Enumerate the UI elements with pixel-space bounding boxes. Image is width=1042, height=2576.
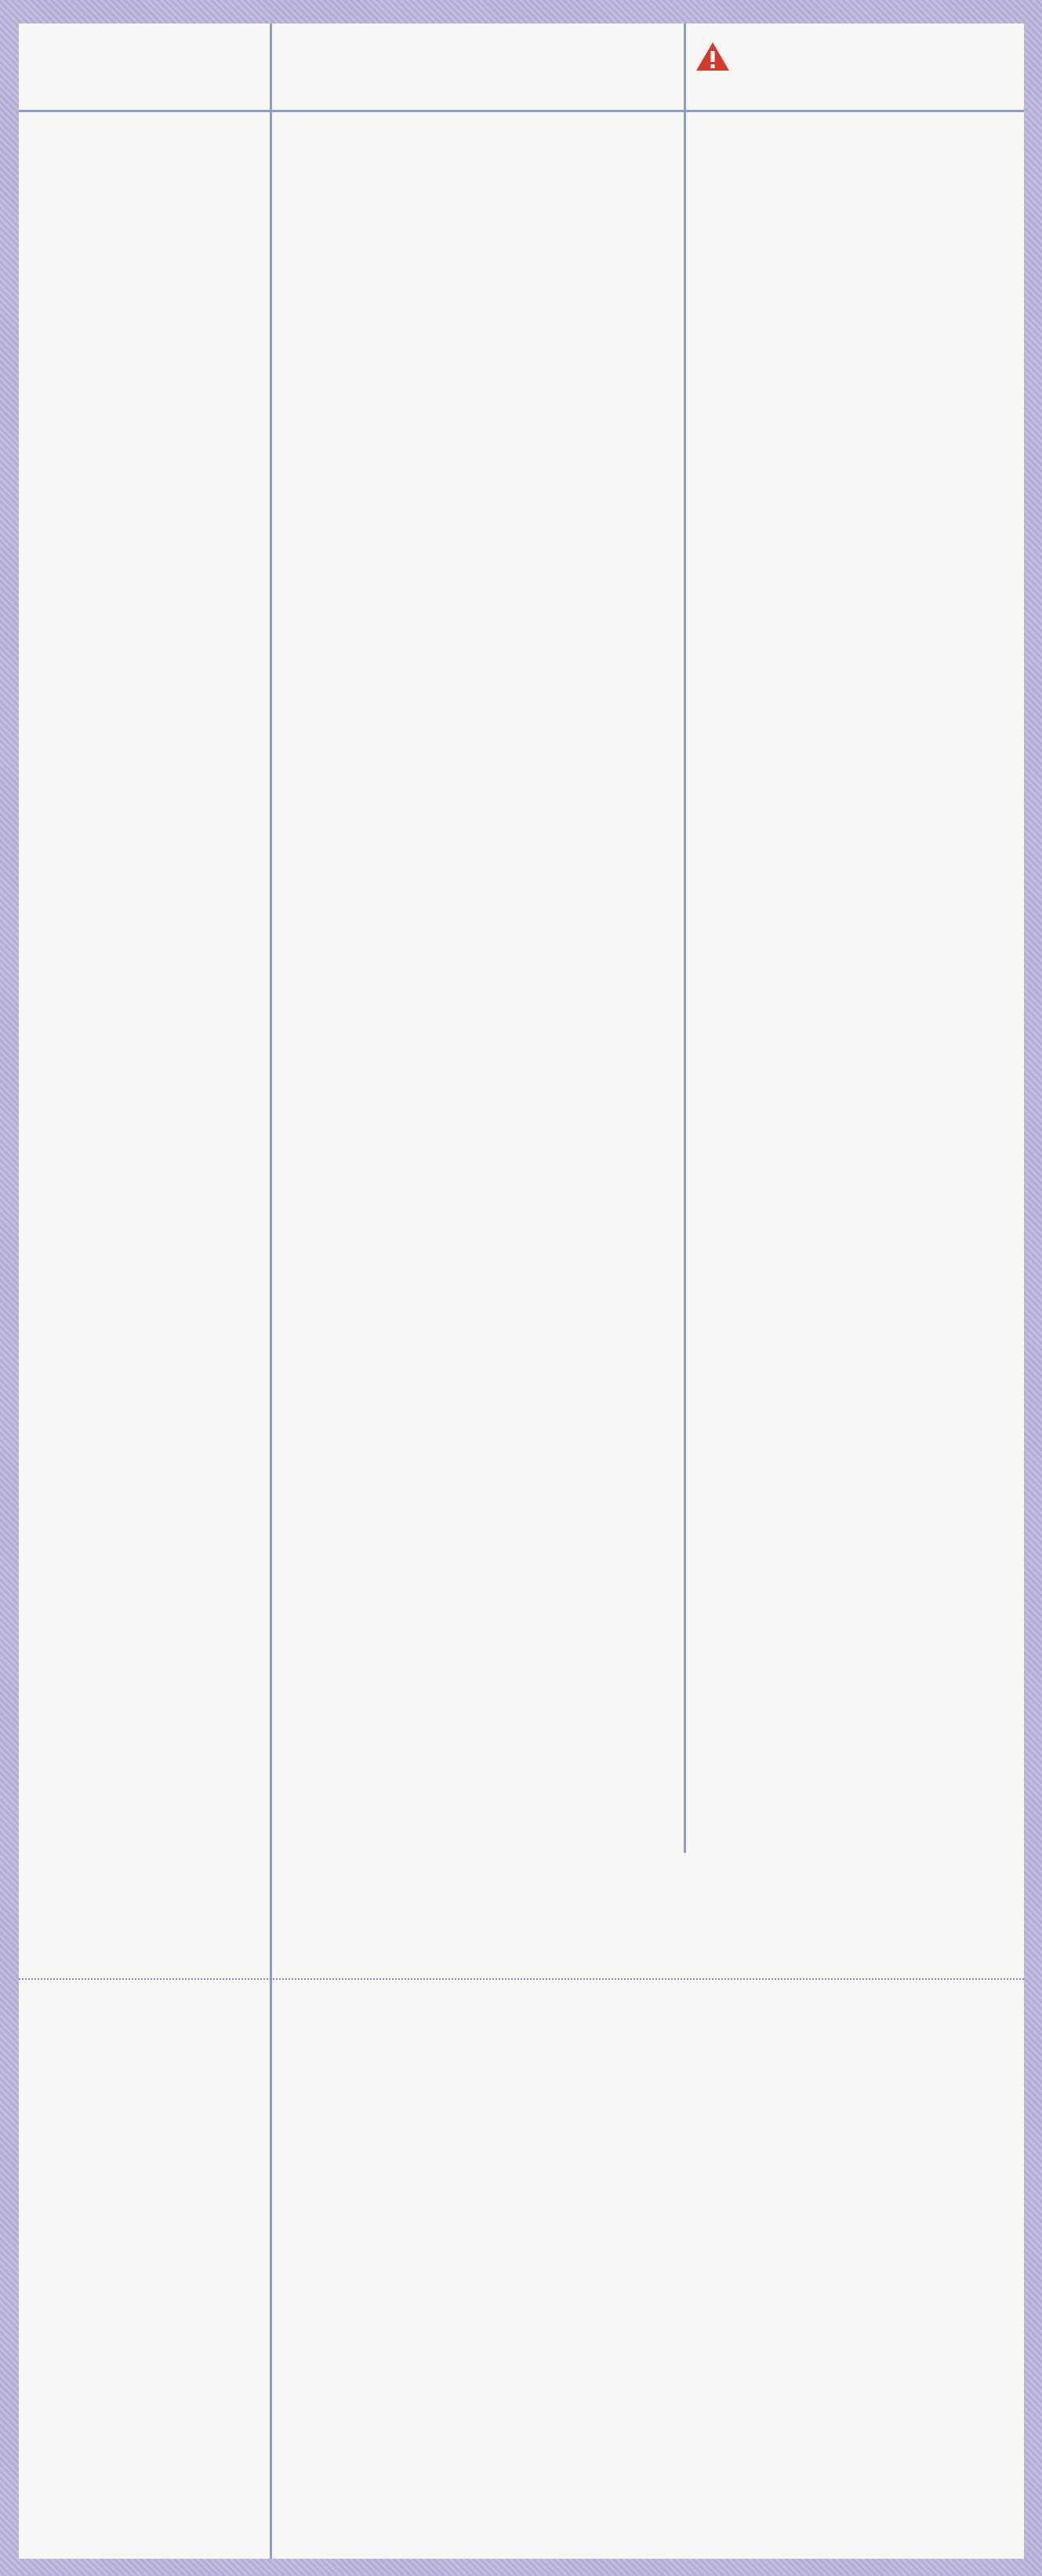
column-divider-right [684,24,686,1853]
sound-row-tourist [19,1853,1024,1980]
sound-picture [19,1853,270,1978]
sound-row-u [19,2276,1024,2433]
sound-row-i [19,1978,1024,2276]
warning-icon [695,41,731,72]
header-but-also [695,41,737,72]
phonetics-table [19,24,1024,2559]
table-header [19,24,1024,112]
